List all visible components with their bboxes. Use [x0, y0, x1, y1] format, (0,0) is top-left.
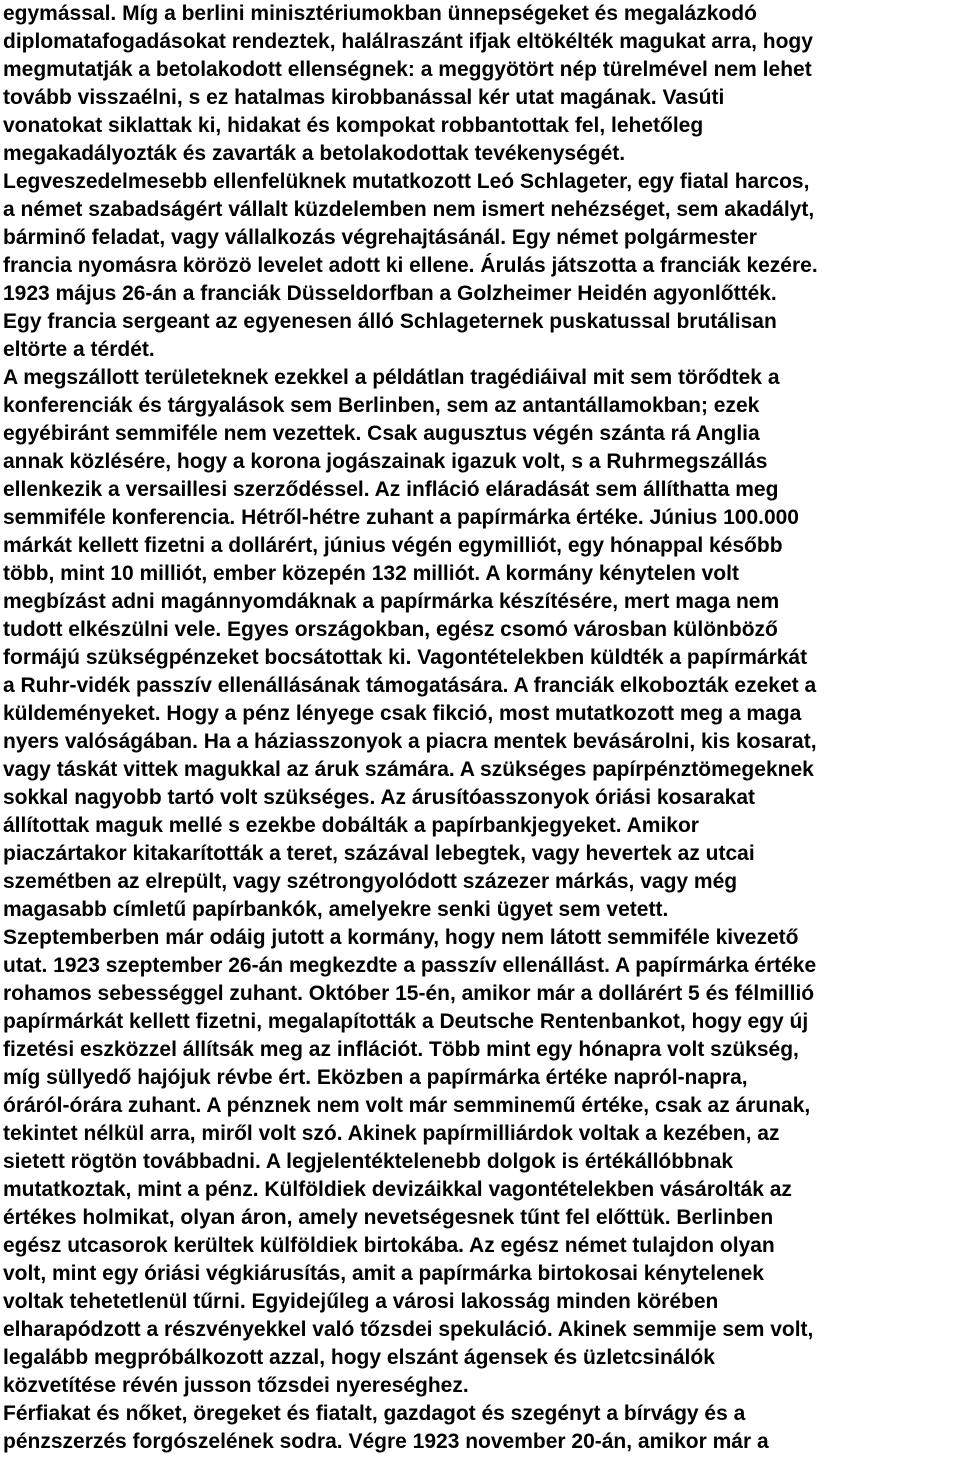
- text-line: sietett rögtön továbbadni. A legjelentéktelenebb dolgok is értékállóbbnak: [3, 1150, 734, 1173]
- text-line: diplomatafogadásokat rendeztek, halálraszánt ifjak eltökélték magukat arra, hogy: [3, 30, 813, 53]
- text-line: Férfiakat és nőket, öregeket és fiatalt, gazdagot és szegényt a bírvágy és a: [3, 1402, 746, 1425]
- text-line: magasabb címletű papírbankók, amelyekre senki ügyet sem vetett.: [3, 898, 669, 921]
- text-line: elharapódzott a részvényekkel való tőzsdei spekuláció. Akinek semmije sem volt,: [3, 1318, 814, 1341]
- text-line: közvetítése révén jusson tőzsdei nyereséghez.: [3, 1374, 469, 1397]
- text-line: vagy táskát vittek magukkal az áruk számára. A szükséges papírpénztömegeknek: [3, 758, 814, 781]
- text-line: semmiféle konferencia. Hétről-hétre zuhant a papírmárka értéke. Június 100.000: [3, 506, 799, 529]
- text-line: papírmárkát kellett fizetni, megalapították a Deutsche Rentenbankot, hogy egy új: [3, 1010, 809, 1033]
- text-line: óráról-órára zuhant. A pénznek nem volt már semminemű értéke, csak az árunak,: [3, 1094, 811, 1117]
- text-line: állítottak maguk mellé s ezekbe dobálták a papírbankjegyeket. Amikor: [3, 814, 699, 837]
- text-line: több, mint 10 milliót, ember közepén 132 milliót. A kormány kénytelen volt: [3, 562, 739, 585]
- text-line: volt, mint egy óriási végkiárusítás, amit a papírmárka birtokosai kénytelenek: [3, 1262, 764, 1285]
- text-line: a német szabadságért vállalt küzdelemben nem ismert nehézséget, sem akadályt,: [3, 198, 815, 221]
- text-line: megmutatják a betolakodott ellenségnek: a meggyötört nép türelmével nem lehet: [3, 58, 812, 81]
- text-line: pénzszerzés forgószelének sodra. Végre 1923 november 20-án, amikor már a: [3, 1430, 769, 1453]
- text-line: eltörte a térdét.: [3, 338, 155, 361]
- text-line: míg süllyedő hajójuk révbe ért. Eközben a papírmárka értéke napról-napra,: [3, 1066, 748, 1089]
- text-line: egymással. Míg a berlini minisztériumokban ünnepségeket és megalázkodó: [3, 2, 757, 25]
- text-line: voltak tehetetlenül tűrni. Egyidejűleg a városi lakosság minden körében: [3, 1290, 719, 1313]
- text-line: mutatkoztak, mint a pénz. Külföldiek devizáikkal vagontételekben vásárolták az: [3, 1178, 792, 1201]
- text-line: bárminő feladat, vagy vállalkozás végrehajtásánál. Egy német polgármester: [3, 226, 757, 249]
- text-line: Szeptemberben már odáig jutott a kormány, hogy nem látott semmiféle kivezető: [3, 926, 799, 949]
- text-line: értékes holmikat, olyan áron, amely nevetségesnek tűnt fel előttük. Berlinben: [3, 1206, 774, 1229]
- text-line: A megszállott területeknek ezekkel a példátlan tragédiáival mit sem törődtek a: [3, 366, 780, 389]
- text-line: sokkal nagyobb tartó volt szükséges. Az árusítóasszonyok óriási kosarakat: [3, 786, 755, 809]
- text-line: legalább megpróbálkozott azzal, hogy elszánt ágensek és üzletcsinálók: [3, 1346, 715, 1369]
- text-line: piaczártakor kitakarították a teret, százával lebegtek, vagy hevertek az utcai: [3, 842, 755, 865]
- text-line: tudott elkészülni vele. Egyes országokban, egész csomó városban különböző: [3, 618, 778, 641]
- text-line: Egy francia sergeant az egyenesen álló Schlageternek puskatussal brutálisan: [3, 310, 777, 333]
- text-line: Legveszedelmesebb ellenfelüknek mutatkozott Leó Schlageter, egy fiatal harcos,: [3, 170, 810, 193]
- text-line: konferenciák és tárgyalások sem Berlinben, sem az antantállamokban; ezek: [3, 394, 760, 417]
- text-line: tovább visszaélni, s ez hatalmas kirobbanással kér utat magának. Vasúti: [3, 86, 725, 109]
- text-line: francia nyomásra körözö levelet adott ki ellene. Árulás játszotta a franciák kezére.: [3, 254, 818, 277]
- text-line: nyers valóságában. Ha a háziasszonyok a piacra mentek bevásárolni, kis kosarat,: [3, 730, 817, 753]
- text-line: egyébiránt semmiféle nem vezettek. Csak augusztus végén szánta rá Anglia: [3, 422, 760, 445]
- text-line: a Ruhr-vidék passzív ellenállásának támogatására. A franciák elkobozták ezeket a: [3, 674, 817, 697]
- text-line: szemétben az elrepült, vagy szétrongyolódott százezer márkás, vagy még: [3, 870, 738, 893]
- text-line: tekintet nélkül arra, miről volt szó. Akinek papírmilliárdok voltak a kezében, az: [3, 1122, 780, 1145]
- text-line: annak közlésére, hogy a korona jogászainak igazuk volt, s a Ruhrmegszállás: [3, 450, 768, 473]
- text-line: formájú szükségpénzeket bocsátottak ki. Vagontételekben küldték a papírmárkát: [3, 646, 808, 669]
- text-line: utat. 1923 szeptember 26-án megkezdte a passzív ellenállást. A papírmárka értéke: [3, 954, 817, 977]
- text-line: 1923 május 26-án a franciák Düsseldorfban a Golzheimer Heidén agyonlőtték.: [3, 282, 777, 305]
- text-line: megakadályozták és zavarták a betolakodottak tevékenységét.: [3, 142, 626, 165]
- text-line: megbízást adni magánnyomdáknak a papírmárka készítésére, mert maga nem: [3, 590, 780, 613]
- text-line: ellenkezik a versaillesi szerződéssel. Az infláció eláradását sem állíthatta meg: [3, 478, 779, 501]
- text-line: vonatokat siklattak ki, hidakat és kompokat robbantottak fel, lehetőleg: [3, 114, 704, 137]
- text-line: küldeményeket. Hogy a pénz lényege csak fikció, most mutatkozott meg a maga: [3, 702, 802, 725]
- text-line: rohamos sebességgel zuhant. Október 15-én, amikor már a dollárért 5 és félmillió: [3, 982, 815, 1005]
- text-line: márkát kellett fizetni a dollárért, június végén egymilliót, egy hónappal később: [3, 534, 783, 557]
- text-line: egész utcasorok kerültek külföldiek birtokába. Az egész német tulajdon olyan: [3, 1234, 775, 1257]
- text-line: fizetési eszközzel állítsák meg az inflációt. Több mint egy hónapra volt szükség,: [3, 1038, 799, 1061]
